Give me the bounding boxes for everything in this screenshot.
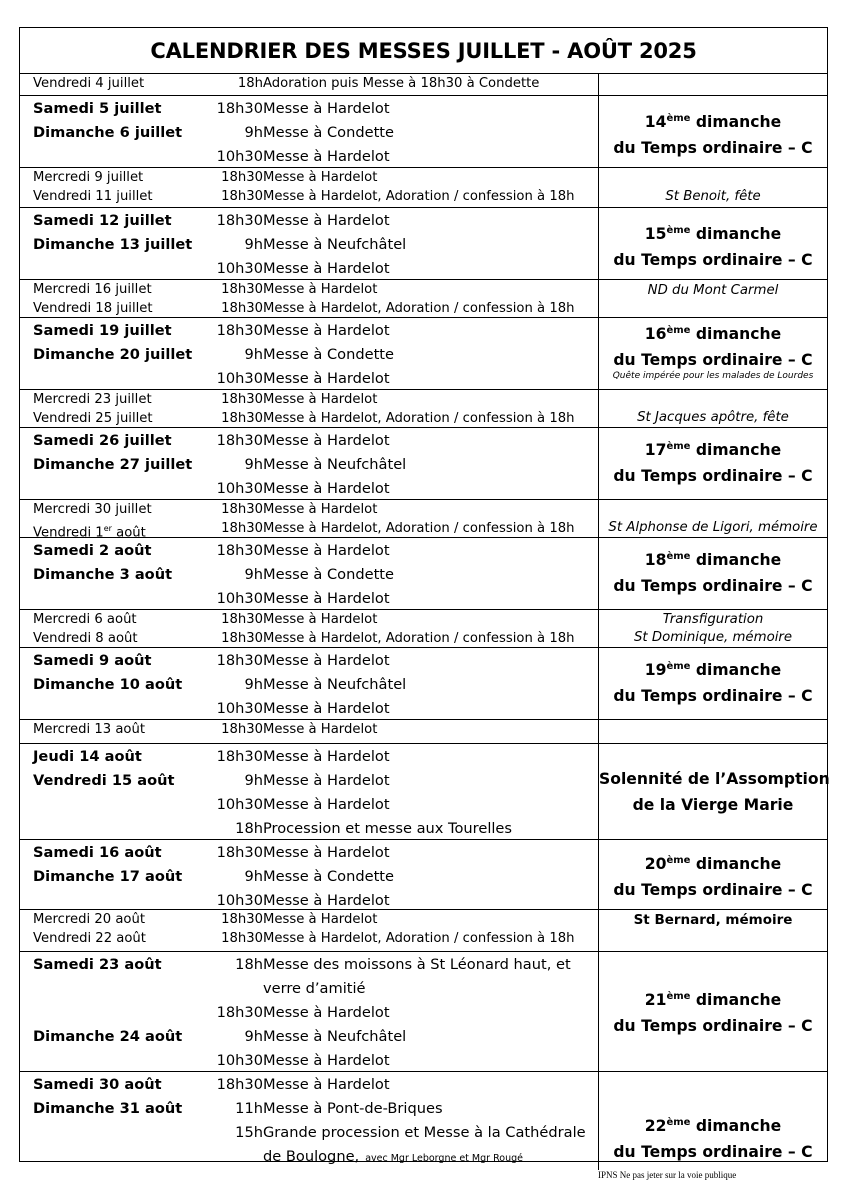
ordinal-suffix: ème bbox=[666, 441, 691, 452]
time-label: 10h30 bbox=[216, 148, 263, 165]
day-month: août bbox=[111, 524, 146, 540]
mass-row bbox=[20, 75, 598, 94]
schedule-block bbox=[20, 648, 827, 720]
mass-row bbox=[20, 391, 598, 410]
time-label: 9h bbox=[244, 1028, 263, 1045]
day-label: Vendredi 11 juillet bbox=[33, 188, 153, 204]
liturgical-note: Transfiguration bbox=[662, 612, 764, 627]
liturgical-season: de la Vierge Marie bbox=[632, 796, 794, 814]
day-label: Vendredi 25 juillet bbox=[33, 410, 153, 426]
ordinal-suffix: ème bbox=[666, 325, 691, 336]
liturgical-title bbox=[599, 984, 827, 1013]
schedule-block bbox=[20, 744, 830, 840]
ordinal-suffix: ème bbox=[666, 661, 691, 672]
time-label: 10h30 bbox=[216, 590, 263, 607]
time-label: 18h30 bbox=[221, 502, 263, 517]
liturgical-season: du Temps ordinaire – C bbox=[613, 881, 813, 900]
time-label: 10h30 bbox=[216, 260, 263, 277]
mass-row bbox=[20, 367, 598, 391]
liturgical-title bbox=[599, 544, 827, 573]
mass-row bbox=[20, 1025, 598, 1049]
mass-description: Messe à Hardelot, Adoration / confession à 18h bbox=[263, 520, 575, 536]
mass-description: Messe à Hardelot bbox=[263, 148, 390, 165]
time-label: 18h30 bbox=[216, 748, 263, 765]
calendar-sheet bbox=[19, 27, 830, 1165]
day-label: Mercredi 13 août bbox=[33, 722, 145, 737]
time-label: 18h30 bbox=[216, 844, 263, 861]
time-label: 18h30 bbox=[216, 542, 263, 559]
mass-description: Messe à Hardelot bbox=[263, 502, 378, 517]
liturgical-number: 18 bbox=[644, 551, 667, 570]
day-label: Samedi 16 août bbox=[33, 844, 162, 861]
mass-row bbox=[20, 587, 598, 611]
mass-description: Procession et messe aux Tourelles bbox=[263, 820, 513, 837]
liturgical-note: St Benoit, fête bbox=[665, 189, 761, 204]
liturgical-number: Solennité de l’Assomption bbox=[599, 770, 830, 788]
day-label: Dimanche 17 août bbox=[33, 868, 183, 885]
mass-row bbox=[20, 745, 598, 769]
time-label: 10h30 bbox=[216, 370, 263, 387]
time-label: 10h30 bbox=[216, 480, 263, 497]
mass-note: avec Mgr Leborgne et Mgr Rougé bbox=[365, 1153, 523, 1164]
mass-description: Messe à Neufchâtel bbox=[263, 676, 407, 693]
day-label: Mercredi 9 juillet bbox=[33, 170, 144, 185]
time-label: 18h30 bbox=[221, 612, 263, 627]
liturgical-word: dimanche bbox=[690, 325, 782, 344]
mass-description: Messe à Hardelot, Adoration / confession à 18h bbox=[263, 410, 575, 426]
schedule-block bbox=[20, 280, 827, 318]
time-label: 18h30 bbox=[216, 322, 263, 339]
time-label: 18h30 bbox=[221, 912, 263, 927]
day-label: Dimanche 24 août bbox=[33, 1028, 183, 1045]
ordinal-suffix: ème bbox=[666, 855, 691, 866]
mass-description: Messe à Hardelot bbox=[263, 1004, 390, 1021]
day-label: Vendredi 18 juillet bbox=[33, 300, 153, 316]
mass-row bbox=[20, 188, 598, 207]
mass-row bbox=[20, 453, 598, 477]
liturgical-season: du Temps ordinaire – C bbox=[613, 687, 813, 706]
day-label: Dimanche 13 juillet bbox=[33, 236, 193, 253]
time-label: 18h30 bbox=[221, 520, 263, 536]
liturgical-note bbox=[599, 848, 827, 903]
mass-row bbox=[20, 649, 598, 673]
schedule-block bbox=[20, 74, 827, 96]
day-label: Vendredi 4 juillet bbox=[33, 76, 145, 91]
time-label: 9h bbox=[244, 124, 263, 141]
mass-row bbox=[20, 953, 598, 977]
mass-description: Messe à Hardelot, Adoration / confession à 18h bbox=[263, 630, 575, 646]
time-label: 9h bbox=[244, 676, 263, 693]
schedule-block bbox=[20, 390, 827, 428]
mass-description: Messe à Condette bbox=[263, 566, 395, 583]
mass-description: verre d’amitié bbox=[263, 980, 366, 997]
liturgical-note bbox=[599, 106, 827, 161]
mass-row bbox=[20, 817, 598, 841]
day-label: Mercredi 23 juillet bbox=[33, 392, 152, 407]
mass-row bbox=[20, 410, 598, 429]
time-label: 10h30 bbox=[216, 892, 263, 909]
liturgical-title bbox=[599, 318, 827, 347]
mass-description: Messe à Hardelot bbox=[263, 700, 390, 717]
liturgical-season: du Temps ordinaire – C bbox=[613, 139, 813, 158]
liturgical-number: 17 bbox=[644, 441, 667, 460]
footer-note: IPNS Ne pas jeter sur la voie publique bbox=[598, 1170, 737, 1180]
liturgical-number: 21 bbox=[644, 991, 667, 1010]
liturgical-season: du Temps ordinaire – C bbox=[613, 251, 813, 270]
day-label: Mercredi 20 août bbox=[33, 912, 145, 927]
mass-description: Messe des moissons à St Léonard haut, et bbox=[263, 956, 571, 973]
day-suffix: er bbox=[103, 523, 112, 533]
schedule-block bbox=[20, 910, 827, 952]
time-label: 9h bbox=[244, 236, 263, 253]
day-label: Mercredi 30 juillet bbox=[33, 502, 152, 517]
liturgical-note bbox=[599, 1110, 827, 1165]
time-label: 18h30 bbox=[216, 212, 263, 229]
liturgical-note: St Bernard, mémoire bbox=[633, 912, 793, 928]
mass-description: Messe à Hardelot bbox=[263, 796, 390, 813]
time-label: 10h30 bbox=[216, 1052, 263, 1069]
mass-row bbox=[20, 319, 598, 343]
liturgical-note: Quête impérée pour les malades de Lourdes bbox=[612, 371, 814, 381]
column-divider bbox=[598, 74, 599, 95]
liturgical-note bbox=[599, 654, 827, 709]
mass-row bbox=[20, 1001, 598, 1025]
mass-description: Messe à Condette bbox=[263, 346, 395, 363]
mass-description: Messe à Hardelot bbox=[263, 912, 378, 927]
schedule-block bbox=[20, 318, 827, 390]
time-label: 15h bbox=[235, 1124, 263, 1141]
day-label: Dimanche 3 août bbox=[33, 566, 173, 583]
mass-row bbox=[20, 209, 598, 233]
schedule-block bbox=[20, 952, 827, 1072]
liturgical-title bbox=[599, 766, 830, 792]
mass-description: Messe à Hardelot bbox=[263, 170, 378, 185]
mass-description: Adoration puis Messe à 18h30 à Condette bbox=[263, 76, 540, 91]
time-label: 18h30 bbox=[221, 392, 263, 407]
day-label: Samedi 2 août bbox=[33, 542, 152, 559]
mass-row bbox=[20, 930, 598, 949]
liturgical-note bbox=[599, 766, 830, 818]
day-label: Vendredi 22 août bbox=[33, 930, 146, 946]
day-label: Samedi 23 août bbox=[33, 956, 162, 973]
mass-description: Messe à Hardelot bbox=[263, 370, 390, 387]
mass-description: Messe à Hardelot bbox=[263, 100, 390, 117]
liturgical-note bbox=[599, 318, 827, 373]
liturgical-note bbox=[599, 984, 827, 1039]
time-label: 18h30 bbox=[221, 930, 263, 946]
mass-row bbox=[20, 1121, 598, 1145]
mass-description bbox=[263, 1145, 523, 1171]
liturgical-word: dimanche bbox=[690, 991, 782, 1010]
page-title: CALENDRIER DES MESSES JUILLET - AOÛT 2025 bbox=[20, 28, 827, 74]
liturgical-number: 16 bbox=[644, 325, 667, 344]
mass-description: Messe à Hardelot bbox=[263, 590, 390, 607]
mass-row bbox=[20, 121, 598, 145]
liturgical-season: du Temps ordinaire – C bbox=[613, 351, 813, 370]
mass-description: Grande procession et Messe à la Cathédrale bbox=[263, 1124, 586, 1141]
time-label: 9h bbox=[244, 346, 263, 363]
mass-row bbox=[20, 911, 598, 930]
mass-description: Messe à Neufchâtel bbox=[263, 1028, 407, 1045]
liturgical-title bbox=[599, 106, 827, 135]
mass-row bbox=[20, 520, 598, 539]
liturgical-note bbox=[599, 544, 827, 599]
liturgical-word: dimanche bbox=[690, 855, 782, 874]
liturgical-season: du Temps ordinaire – C bbox=[613, 1017, 813, 1036]
mass-row bbox=[20, 611, 598, 630]
mass-row bbox=[20, 630, 598, 649]
liturgical-number: 22 bbox=[644, 1117, 667, 1136]
liturgical-note: St Alphonse de Ligori, mémoire bbox=[608, 520, 818, 535]
day-label: Vendredi 15 août bbox=[33, 772, 175, 789]
time-label: 18h30 bbox=[221, 722, 263, 737]
mass-row bbox=[20, 563, 598, 587]
mass-description: Messe à Condette bbox=[263, 124, 395, 141]
mass-row bbox=[20, 977, 598, 1001]
mass-row bbox=[20, 697, 598, 721]
day-label: Samedi 26 juillet bbox=[33, 432, 172, 449]
mass-description: Messe à Pont-de-Briques bbox=[263, 1100, 443, 1117]
schedule-block bbox=[20, 1072, 827, 1170]
day-label: Samedi 12 juillet bbox=[33, 212, 172, 229]
mass-description: Messe à Neufchâtel bbox=[263, 236, 407, 253]
time-label: 18h30 bbox=[221, 282, 263, 297]
mass-description: Messe à Hardelot bbox=[263, 1076, 390, 1093]
liturgical-season: du Temps ordinaire – C bbox=[613, 1143, 813, 1162]
time-label: 18h30 bbox=[221, 630, 263, 646]
day-label: Samedi 9 août bbox=[33, 652, 152, 669]
time-label: 18h30 bbox=[221, 300, 263, 316]
liturgical-word: dimanche bbox=[690, 661, 782, 680]
schedule-block bbox=[20, 500, 827, 538]
day-label: Dimanche 27 juillet bbox=[33, 456, 193, 473]
liturgical-season: du Temps ordinaire – C bbox=[613, 577, 813, 596]
time-label: 18h bbox=[235, 956, 263, 973]
time-label: 9h bbox=[244, 566, 263, 583]
time-label: 18h bbox=[237, 76, 263, 91]
time-label: 10h30 bbox=[216, 796, 263, 813]
ordinal-suffix: ème bbox=[666, 225, 691, 236]
day-label: Dimanche 31 août bbox=[33, 1100, 183, 1117]
mass-row bbox=[20, 145, 598, 169]
liturgical-word: dimanche bbox=[690, 113, 782, 132]
mass-text: de Boulogne, bbox=[263, 1148, 360, 1165]
mass-description: Messe à Hardelot bbox=[263, 260, 390, 277]
mass-description: Messe à Hardelot, Adoration / confession à 18h bbox=[263, 188, 575, 204]
liturgical-title bbox=[599, 848, 827, 877]
mass-description: Messe à Hardelot, Adoration / confession à 18h bbox=[263, 300, 575, 316]
day-label: Dimanche 6 juillet bbox=[33, 124, 183, 141]
mass-description: Messe à Hardelot bbox=[263, 844, 390, 861]
day-label: Dimanche 10 août bbox=[33, 676, 183, 693]
mass-description: Messe à Hardelot bbox=[263, 432, 390, 449]
day-label: Vendredi 8 août bbox=[33, 630, 138, 646]
ordinal-suffix: ème bbox=[666, 991, 691, 1002]
liturgical-season: du Temps ordinaire – C bbox=[613, 467, 813, 486]
day-label: Mercredi 16 juillet bbox=[33, 282, 152, 297]
mass-description: Messe à Hardelot bbox=[263, 748, 390, 765]
mass-description: Messe à Hardelot bbox=[263, 392, 378, 407]
time-label: 18h30 bbox=[221, 188, 263, 204]
column-divider bbox=[598, 720, 599, 743]
mass-row bbox=[20, 769, 598, 793]
time-label: 10h30 bbox=[216, 700, 263, 717]
liturgical-word: dimanche bbox=[690, 1117, 782, 1136]
mass-description: Messe à Hardelot, Adoration / confession à 18h bbox=[263, 930, 575, 946]
schedule-block bbox=[20, 428, 827, 500]
time-label: 18h bbox=[235, 820, 263, 837]
ordinal-suffix: ème bbox=[666, 113, 691, 124]
mass-description: Messe à Hardelot bbox=[263, 772, 390, 789]
liturgical-word: dimanche bbox=[690, 551, 782, 570]
day-label: Samedi 19 juillet bbox=[33, 322, 172, 339]
mass-row bbox=[20, 1073, 598, 1097]
mass-description: Messe à Condette bbox=[263, 868, 395, 885]
time-label: 18h30 bbox=[221, 410, 263, 426]
liturgical-number: 20 bbox=[644, 855, 667, 874]
mass-row bbox=[20, 169, 598, 188]
time-label: 18h30 bbox=[216, 652, 263, 669]
time-label: 9h bbox=[244, 868, 263, 885]
liturgical-word: dimanche bbox=[690, 225, 782, 244]
mass-row bbox=[20, 300, 598, 319]
mass-description: Messe à Hardelot bbox=[263, 612, 378, 627]
day-label: Samedi 5 juillet bbox=[33, 100, 162, 117]
liturgical-note bbox=[599, 434, 827, 489]
mass-row bbox=[20, 673, 598, 697]
liturgical-note: St Dominique, mémoire bbox=[633, 630, 793, 645]
schedule-block bbox=[20, 208, 827, 280]
schedule-block bbox=[20, 96, 827, 168]
mass-row bbox=[20, 429, 598, 453]
mass-row bbox=[20, 841, 598, 865]
mass-description: Messe à Hardelot bbox=[263, 542, 390, 559]
mass-row bbox=[20, 477, 598, 501]
schedule-block bbox=[20, 720, 827, 744]
time-label: 18h30 bbox=[216, 432, 263, 449]
mass-description: Messe à Hardelot bbox=[263, 722, 378, 737]
mass-description: Messe à Hardelot bbox=[263, 480, 390, 497]
liturgical-number: 14 bbox=[644, 113, 667, 132]
schedule-block bbox=[20, 610, 827, 648]
mass-row bbox=[20, 1145, 598, 1169]
mass-row bbox=[20, 721, 598, 740]
schedule-block bbox=[20, 168, 827, 208]
time-label: 18h30 bbox=[216, 1076, 263, 1093]
liturgical-number: 19 bbox=[644, 661, 667, 680]
mass-row bbox=[20, 501, 598, 520]
mass-row bbox=[20, 1097, 598, 1121]
time-label: 18h30 bbox=[216, 100, 263, 117]
mass-row bbox=[20, 257, 598, 281]
day-label: Jeudi 14 août bbox=[33, 748, 142, 765]
time-label: 11h bbox=[235, 1100, 263, 1117]
liturgical-number: 15 bbox=[644, 225, 667, 244]
day-label: Mercredi 6 août bbox=[33, 612, 137, 627]
liturgical-note bbox=[599, 218, 827, 273]
mass-row bbox=[20, 539, 598, 563]
liturgical-title bbox=[599, 218, 827, 247]
mass-description: Messe à Hardelot bbox=[263, 282, 378, 297]
mass-row bbox=[20, 281, 598, 300]
mass-row bbox=[20, 1049, 598, 1073]
time-label: 18h30 bbox=[216, 1004, 263, 1021]
ordinal-suffix: ème bbox=[666, 551, 691, 562]
day-label: Samedi 30 août bbox=[33, 1076, 162, 1093]
mass-row bbox=[20, 343, 598, 367]
mass-description: Messe à Hardelot bbox=[263, 1052, 390, 1069]
schedule-block bbox=[20, 840, 827, 910]
liturgical-title bbox=[599, 434, 827, 463]
time-label: 18h30 bbox=[221, 170, 263, 185]
mass-row bbox=[20, 793, 598, 817]
time-label: 9h bbox=[244, 772, 263, 789]
liturgical-title bbox=[599, 654, 827, 683]
mass-description: Messe à Hardelot bbox=[263, 892, 390, 909]
liturgical-word: dimanche bbox=[690, 441, 782, 460]
liturgical-note: St Jacques apôtre, fête bbox=[637, 410, 789, 425]
day-text: Vendredi 1 bbox=[33, 524, 104, 540]
liturgical-note: ND du Mont Carmel bbox=[647, 283, 779, 298]
mass-description: Messe à Hardelot bbox=[263, 212, 390, 229]
mass-description: Messe à Hardelot bbox=[263, 322, 390, 339]
time-label: 9h bbox=[244, 456, 263, 473]
mass-row bbox=[20, 865, 598, 889]
mass-row bbox=[20, 233, 598, 257]
mass-description: Messe à Hardelot bbox=[263, 652, 390, 669]
mass-row bbox=[20, 97, 598, 121]
day-label: Dimanche 20 juillet bbox=[33, 346, 193, 363]
mass-description: Messe à Neufchâtel bbox=[263, 456, 407, 473]
liturgical-title bbox=[599, 1110, 827, 1139]
schedule-block bbox=[20, 538, 827, 610]
ordinal-suffix: ème bbox=[666, 1117, 691, 1128]
